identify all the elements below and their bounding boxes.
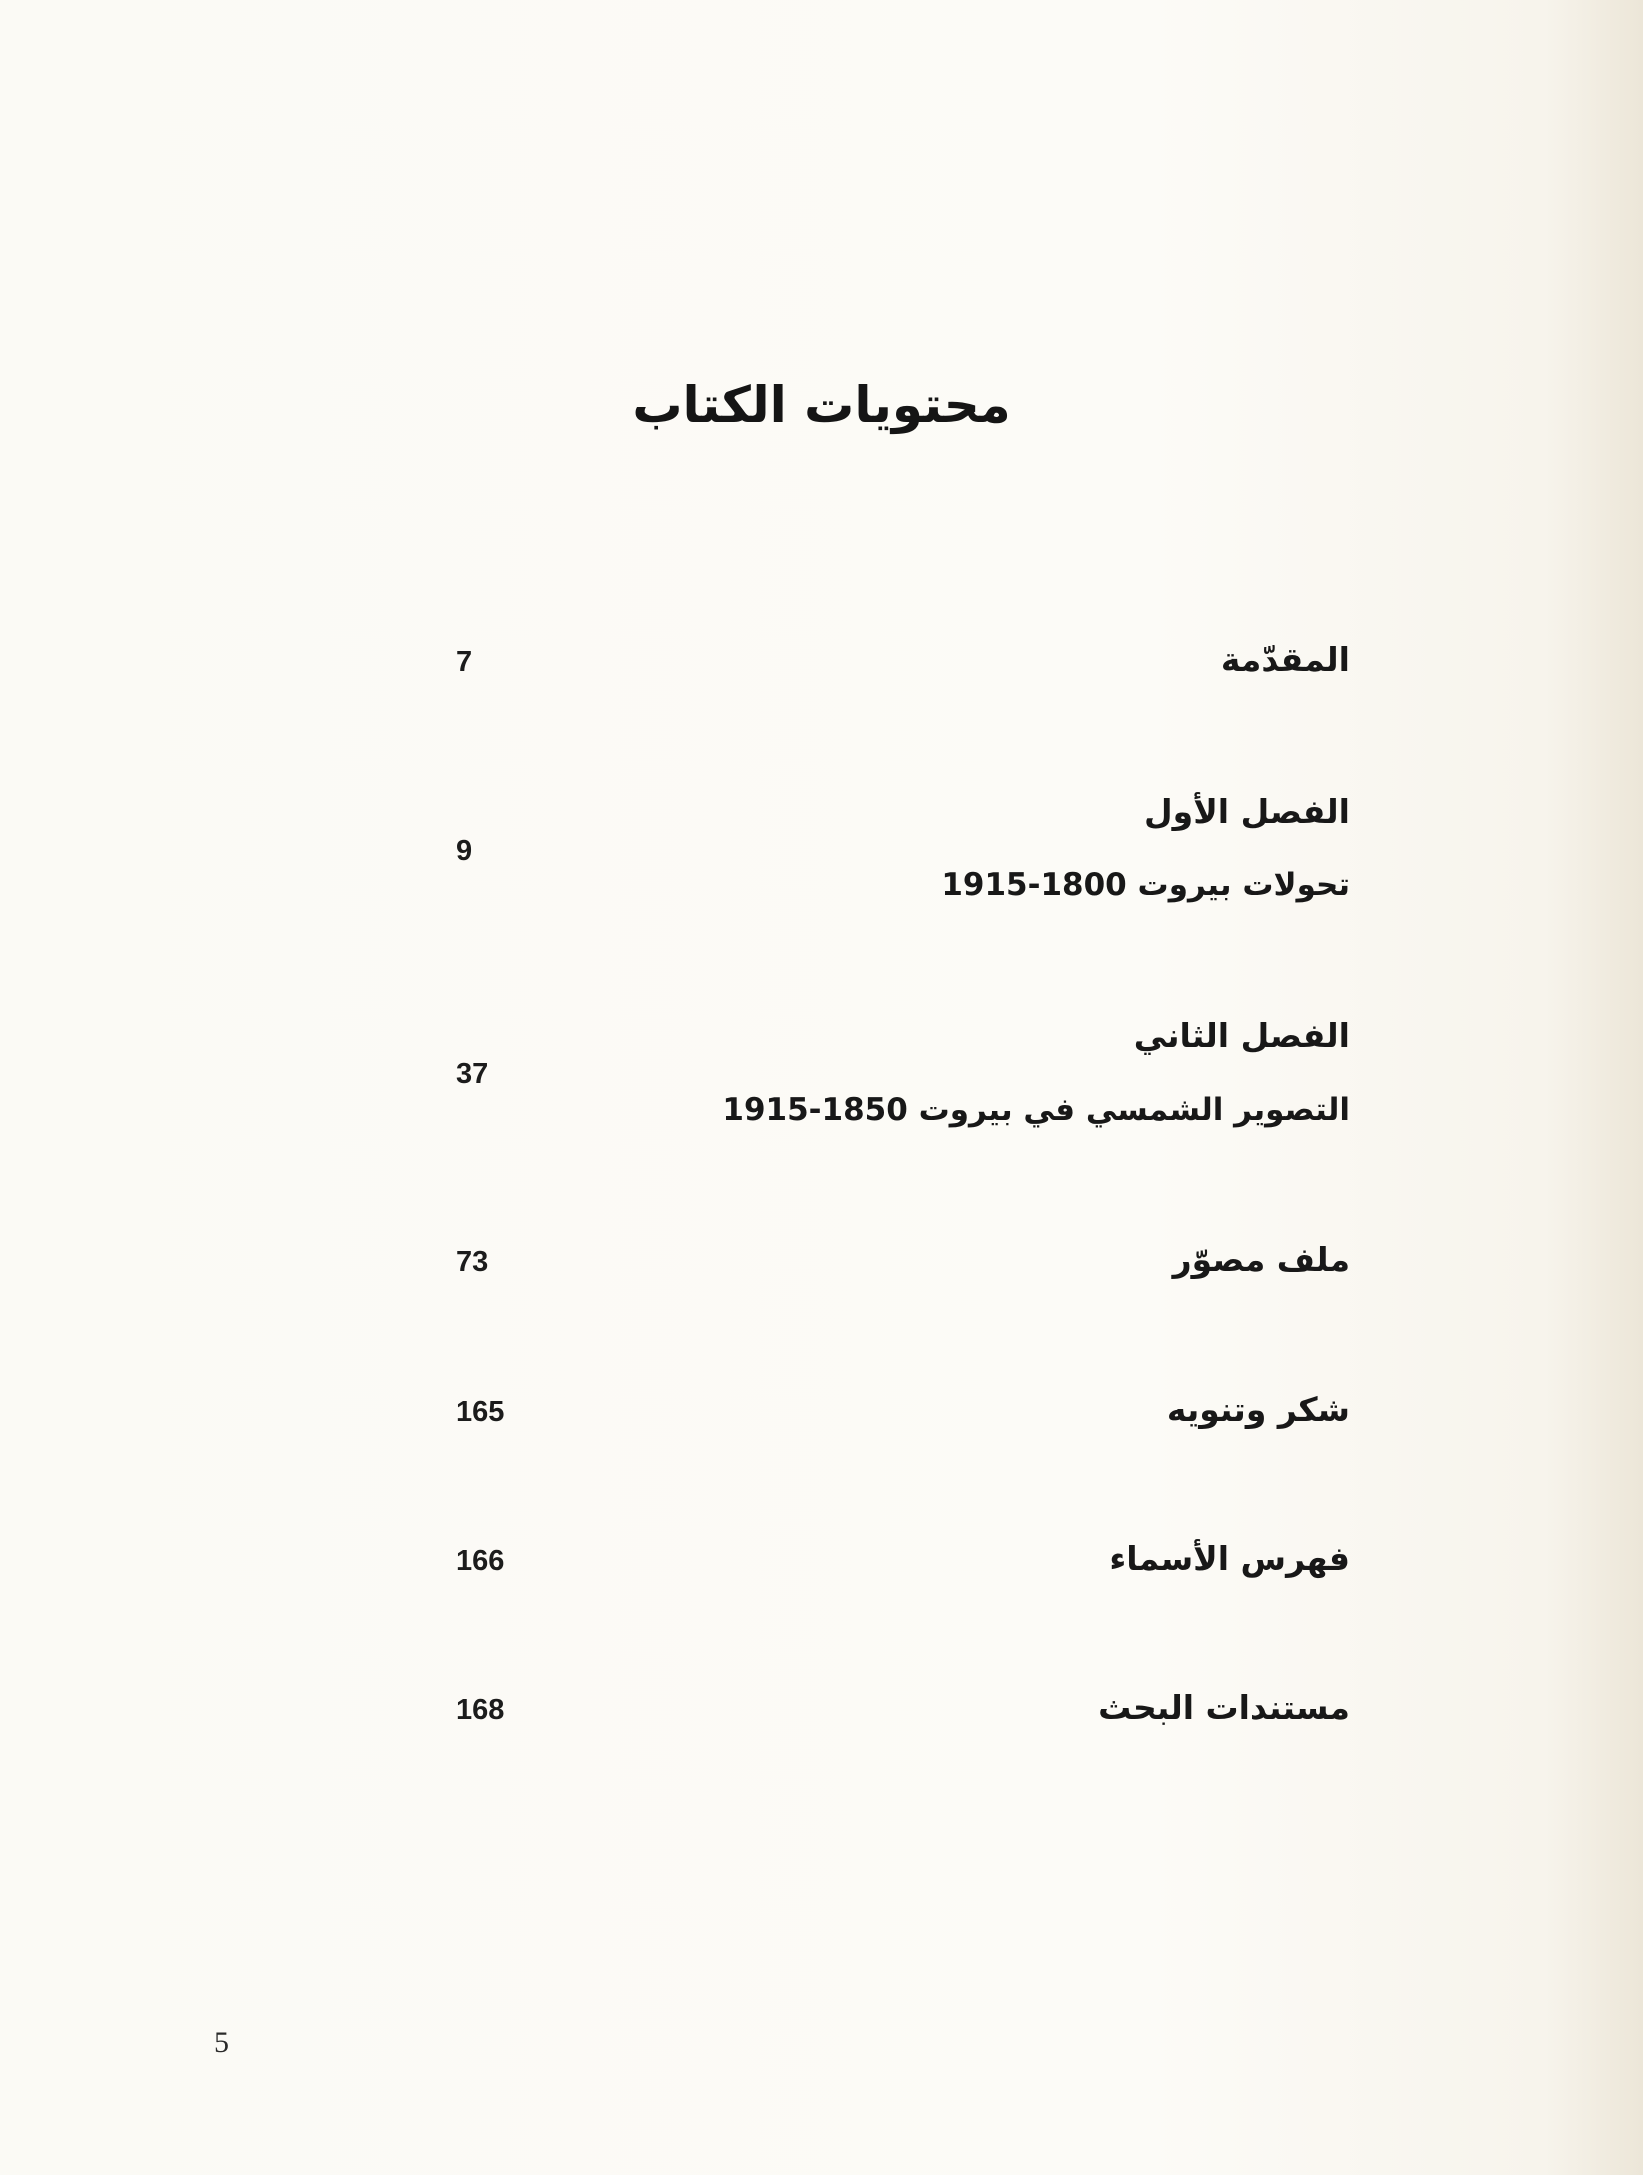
- toc-entry-title: الفصل الأول: [1144, 792, 1350, 831]
- toc-entry-title: شكر وتنويه: [1166, 1390, 1350, 1429]
- toc-entry-page-number: 73: [456, 1246, 489, 1278]
- toc-entry-subtitle: التصوير الشمسي في بيروت 1850-1915: [722, 1092, 1350, 1128]
- toc-entry-page-number: 7: [456, 646, 473, 678]
- toc-entry-title: المقدّمة: [1220, 640, 1350, 679]
- page-folio-number: 5: [214, 2026, 229, 2059]
- toc-entry-page-number: 9: [456, 835, 473, 867]
- toc-entry-page-number: 166: [456, 1545, 505, 1577]
- toc-entry-title: فهرس الأسماء: [1109, 1539, 1350, 1578]
- toc-entry-title: الفصل الثاني: [1133, 1016, 1350, 1055]
- toc-entry-title: ملف مصوّر: [1172, 1240, 1350, 1279]
- toc-entry-title: مستندات البحث: [1098, 1688, 1350, 1727]
- toc-entry-page-number: 37: [456, 1058, 489, 1090]
- toc-entry-page-number: 168: [456, 1694, 505, 1726]
- toc-entry-page-number: 165: [456, 1396, 505, 1428]
- toc-entry-subtitle: تحولات بيروت 1800-1915: [941, 867, 1350, 903]
- page-title: محتويات الكتاب: [632, 376, 1011, 434]
